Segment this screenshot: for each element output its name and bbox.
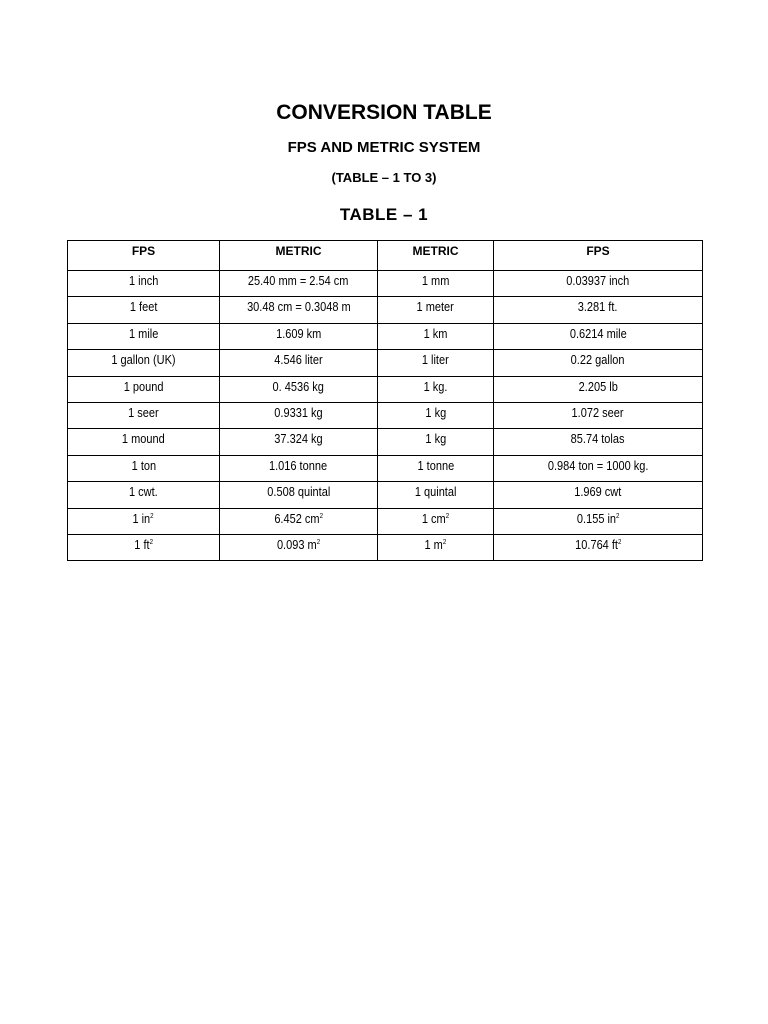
cell-metric-unit-text: 1 liter (422, 353, 449, 368)
cell-fps (68, 402, 220, 428)
cell-metric-superscript: 2 (316, 538, 321, 546)
cell-metric-content (247, 300, 351, 314)
cell-fps (68, 376, 220, 402)
cell-fps-content (111, 353, 175, 367)
cell-fps-equivalent-text: 0.6214 mile (569, 326, 627, 341)
cell-metric-unit-text: 1 tonne (417, 458, 454, 473)
cell-fps-superscript: 2 (149, 538, 153, 546)
cell-fps-text: 1 gallon (UK) (111, 353, 176, 368)
cell-fps-equivalent (494, 350, 703, 376)
cell-metric-unit (378, 323, 494, 349)
cell-metric-content (274, 353, 322, 367)
table-row (68, 429, 703, 455)
cell-metric (220, 271, 378, 297)
cell-fps-equivalent-text: 2.205 lb (578, 379, 618, 394)
table-range-note: (TABLE – 1 TO 3) (331, 170, 437, 185)
cell-fps-equivalent-text: 0.155 in (576, 511, 616, 526)
cell-fps-equivalent-superscript: 2 (617, 538, 622, 546)
cell-metric-unit (378, 350, 494, 376)
table-row (68, 297, 703, 323)
cell-metric (220, 482, 378, 508)
cell-fps-equivalent-text: 3.281 ft. (578, 300, 618, 315)
cell-metric (220, 455, 378, 481)
cell-metric-unit-content (422, 512, 449, 526)
header-row (68, 241, 703, 271)
cell-fps-equivalent-content (578, 380, 617, 394)
table-row (68, 534, 703, 560)
cell-metric-unit (378, 482, 494, 508)
cell-metric-unit-text: 1 kg. (423, 379, 448, 394)
cell-fps-equivalent-content (570, 327, 627, 341)
table-title: TABLE – 1 (339, 205, 429, 224)
cell-metric-unit (378, 508, 494, 534)
cell-metric-unit-content (422, 274, 450, 288)
cell-fps (68, 508, 220, 534)
cell-fps-equivalent (494, 297, 703, 323)
cell-metric-unit-content (425, 538, 447, 552)
cell-metric-text: 0.9331 kg (274, 405, 323, 420)
cell-metric-unit-text: 1 mm (421, 274, 450, 288)
cell-metric-text: 1.609 km (275, 326, 322, 341)
cell-fps-equivalent-text: 1.072 seer (571, 405, 624, 420)
cell-metric-unit (378, 455, 494, 481)
cell-metric-text: 1.016 tonne (269, 458, 328, 473)
cell-metric (220, 376, 378, 402)
cell-metric-unit-content (424, 380, 448, 394)
cell-metric-unit-superscript: 2 (445, 512, 450, 520)
cell-metric-unit-text: 1 cm (421, 511, 446, 526)
cell-fps-content (131, 459, 155, 473)
cell-fps-content (124, 380, 164, 394)
cell-metric-content (269, 459, 327, 473)
cell-fps-equivalent-text: 0.984 ton = 1000 kg. (547, 458, 649, 473)
cell-fps-text: 1 ft (134, 537, 150, 552)
cell-fps (68, 429, 220, 455)
cell-fps (68, 271, 220, 297)
cell-metric-text: 0.508 quintal (266, 485, 331, 500)
cell-fps-equivalent (494, 376, 703, 402)
cell-fps-equivalent (494, 402, 703, 428)
cell-fps-equivalent-content (571, 353, 625, 367)
cell-metric-unit-text: 1 quintal (414, 485, 457, 500)
cell-metric-superscript: 2 (319, 512, 323, 520)
cell-fps-content (134, 538, 153, 552)
cell-metric-text: 0. 4536 kg (272, 379, 325, 394)
cell-metric-unit-content (415, 485, 457, 499)
table-row (68, 482, 703, 508)
cell-fps (68, 323, 220, 349)
cell-metric-unit-text: 1 km (423, 326, 448, 341)
cell-fps-content (130, 300, 158, 314)
cell-fps-equivalent-text: 10.764 ft (574, 537, 618, 552)
cell-fps-equivalent (494, 271, 703, 297)
cell-metric-text: 30.48 cm = 0.3048 m (246, 300, 351, 315)
cell-fps (68, 297, 220, 323)
cell-metric-unit-text: 1 kg (425, 432, 446, 447)
cell-metric (220, 402, 378, 428)
cell-fps-equivalent-content (575, 538, 621, 552)
cell-metric-content (248, 274, 349, 288)
cell-metric-content (277, 538, 320, 552)
cell-fps-equivalent-content (572, 406, 624, 420)
cell-metric-content (274, 406, 322, 420)
cell-fps-equivalent-text: 0.22 gallon (571, 353, 625, 368)
cell-fps-text: 1 in (132, 511, 151, 526)
cell-metric-content (276, 327, 321, 341)
document-subtitle: FPS AND METRIC SYSTEM (287, 139, 481, 156)
table-header (68, 241, 703, 271)
cell-fps-equivalent (494, 482, 703, 508)
header-fps-equivalent: FPS (494, 241, 703, 271)
cell-metric-unit (378, 429, 494, 455)
conversion-table (67, 240, 703, 561)
header-fps: FPS (68, 241, 220, 271)
cell-fps-content (133, 512, 154, 526)
cell-fps (68, 350, 220, 376)
cell-metric-unit-text: 1 kg (425, 405, 446, 420)
cell-metric-unit (378, 534, 494, 560)
cell-fps (68, 534, 220, 560)
cell-fps-content (129, 485, 158, 499)
table-body (68, 271, 703, 561)
cell-metric-text: 6.452 cm (274, 511, 320, 526)
cell-metric-unit-content (422, 353, 449, 367)
cell-metric-text: 0.093 m (276, 537, 317, 552)
cell-fps (68, 455, 220, 481)
cell-metric (220, 323, 378, 349)
cell-metric (220, 429, 378, 455)
table-row (68, 455, 703, 481)
cell-fps-content (129, 327, 158, 341)
cell-fps-equivalent-content (574, 485, 621, 499)
cell-fps-text: 1 mile (128, 326, 159, 341)
cell-metric-text: 25.40 mm = 2.54 cm (248, 274, 349, 288)
table-row (68, 402, 703, 428)
cell-metric (220, 350, 378, 376)
cell-metric (220, 297, 378, 323)
table-row (68, 376, 703, 402)
cell-metric (220, 508, 378, 534)
cell-metric-unit (378, 402, 494, 428)
document-title: CONVERSION TABLE (276, 101, 492, 124)
table-row (68, 323, 703, 349)
cell-fps-equivalent-content (571, 432, 625, 446)
cell-fps-equivalent-text: 85.74 tolas (571, 432, 625, 447)
cell-fps-superscript: 2 (150, 512, 155, 520)
cell-fps-equivalent (494, 455, 703, 481)
header-metric: METRIC (220, 241, 378, 271)
cell-fps-content (129, 274, 158, 288)
cell-fps-equivalent (494, 429, 703, 455)
cell-fps-equivalent-content (578, 300, 618, 314)
cell-metric-content (273, 380, 324, 394)
cell-fps-text: 1 mound (122, 432, 165, 447)
cell-fps-equivalent-superscript: 2 (615, 512, 620, 520)
cell-metric-content (274, 512, 323, 526)
cell-fps-text: 1 ton (131, 458, 156, 473)
cell-fps-text: 1 pound (123, 379, 164, 394)
cell-metric-unit-content (424, 327, 448, 341)
cell-metric-unit-content (425, 432, 446, 446)
cell-fps-equivalent (494, 323, 703, 349)
cell-metric-unit (378, 297, 494, 323)
cell-metric-unit (378, 271, 494, 297)
cell-fps-equivalent (494, 508, 703, 534)
cell-fps-equivalent-content (548, 459, 649, 473)
cell-metric-unit (378, 376, 494, 402)
table-row (68, 271, 703, 297)
cell-fps-equivalent-text: 1.969 cwt (574, 485, 622, 500)
cell-fps-text: 1 cwt. (129, 485, 158, 500)
cell-metric-unit-superscript: 2 (442, 538, 447, 546)
cell-metric-unit-content (417, 459, 454, 473)
cell-fps-equivalent-text: 0.03937 inch (566, 274, 630, 288)
header-metric-unit: METRIC (378, 241, 494, 271)
cell-metric (220, 534, 378, 560)
cell-metric-unit-text: 1 m (424, 537, 443, 552)
table-row (68, 508, 703, 534)
cell-metric-text: 4.546 liter (274, 353, 323, 368)
cell-fps-content (128, 406, 159, 420)
cell-fps-content (122, 432, 165, 446)
cell-metric-unit-content (425, 406, 446, 420)
cell-metric-content (274, 432, 322, 446)
cell-fps-text: 1 feet (129, 300, 158, 315)
cell-metric-text: 37.324 kg (274, 432, 323, 447)
table-row (68, 350, 703, 376)
cell-metric-content (267, 485, 330, 499)
cell-fps-equivalent-content (566, 274, 629, 288)
cell-fps (68, 482, 220, 508)
cell-fps-equivalent (494, 534, 703, 560)
cell-fps-equivalent-content (577, 512, 620, 526)
cell-metric-unit-content (417, 300, 454, 314)
cell-metric-unit-text: 1 meter (416, 300, 455, 315)
cell-fps-text: 1 seer (128, 405, 159, 420)
cell-fps-text: 1 inch (128, 274, 159, 288)
